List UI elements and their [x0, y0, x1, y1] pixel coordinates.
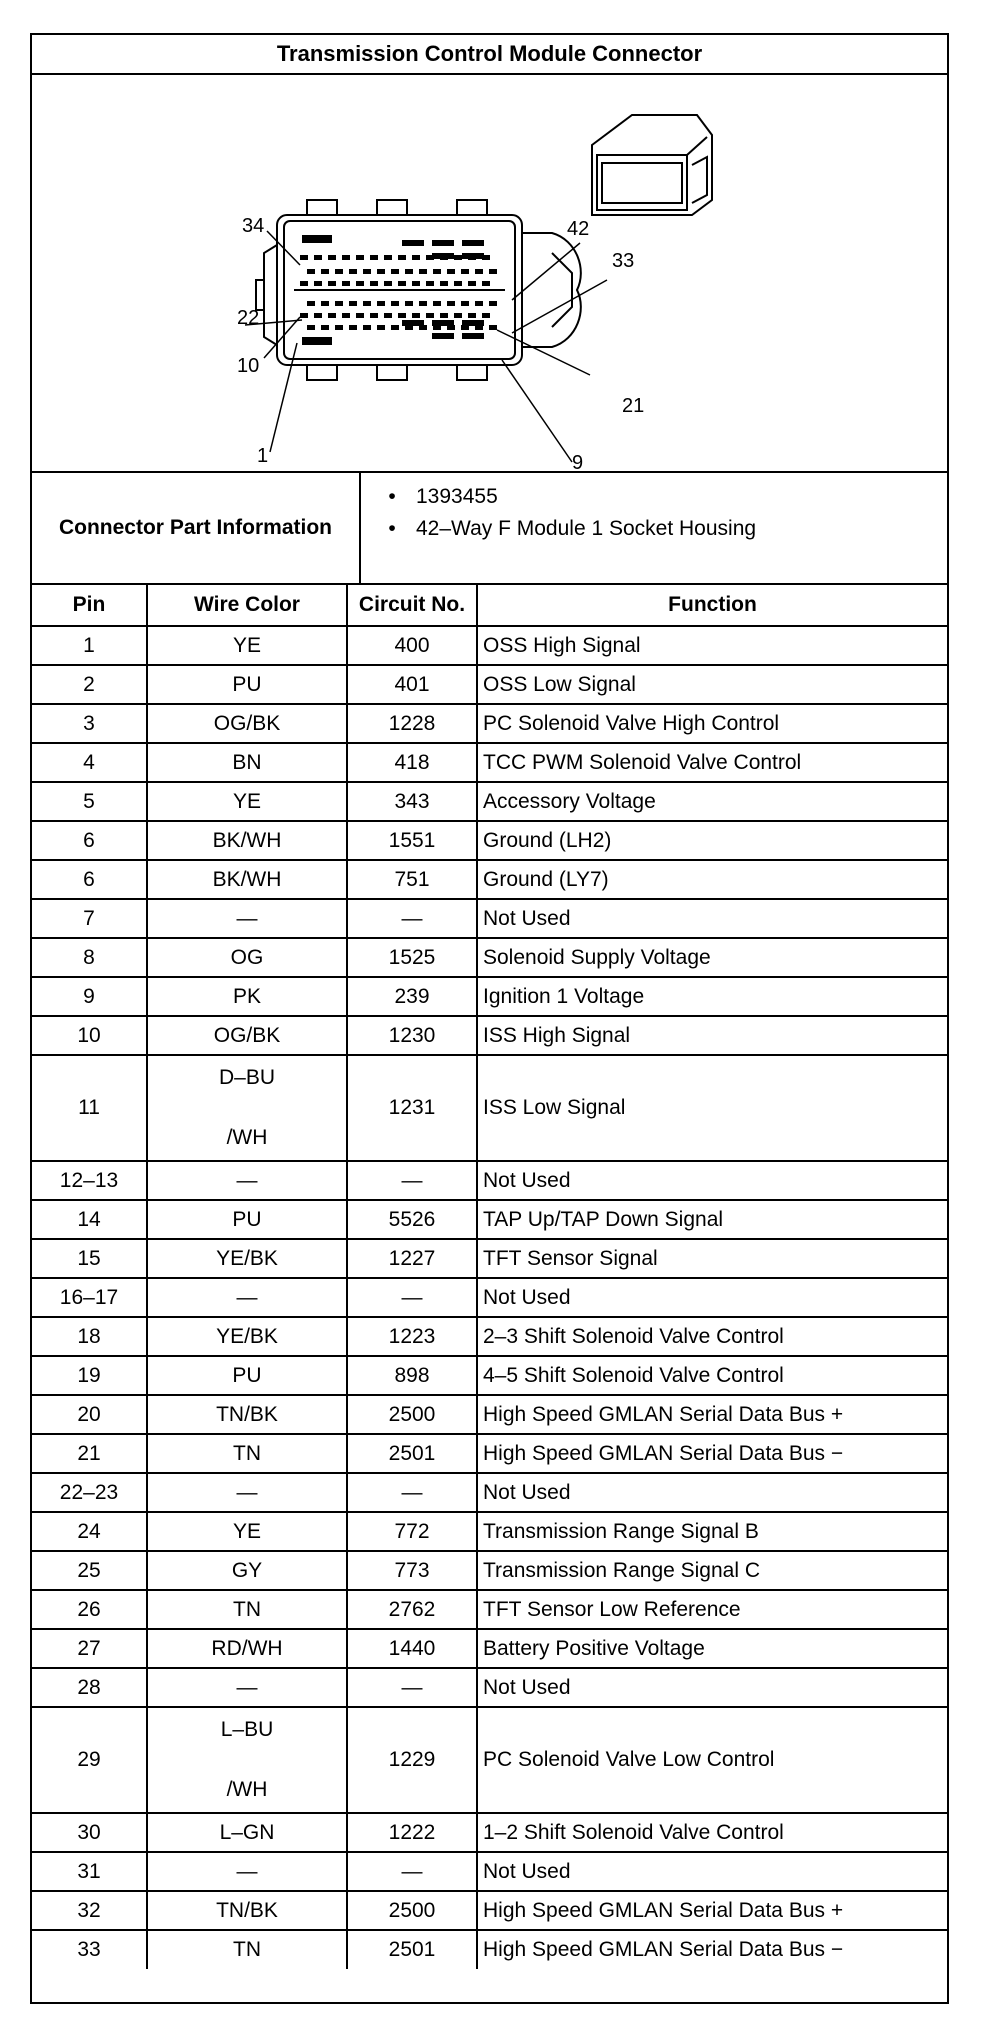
cell-wire-color: PK	[147, 977, 347, 1016]
cell-pin: 32	[32, 1891, 147, 1930]
cell-pin: 4	[32, 743, 147, 782]
table-row	[32, 1590, 947, 1629]
cell-pin: 30	[32, 1813, 147, 1852]
connector-sheet	[30, 33, 949, 2004]
cell-function: ISS High Signal	[477, 1016, 947, 1055]
connector-pin-mark	[454, 281, 462, 286]
connector-pin-mark	[356, 313, 364, 318]
cell-pin: 5	[32, 782, 147, 821]
connector-pin-mark	[440, 255, 448, 260]
cell-pin: 6	[32, 860, 147, 899]
cell-function: High Speed GMLAN Serial Data Bus −	[477, 1434, 947, 1473]
callout-33: 33	[612, 250, 635, 272]
cell-wire-color: —	[147, 1161, 347, 1200]
cell-wire-color: —	[147, 1278, 347, 1317]
cell-circuit: 5526	[347, 1200, 477, 1239]
table-row	[32, 821, 947, 860]
cell-wire-color: OG/BK	[147, 1016, 347, 1055]
cell-pin: 3	[32, 704, 147, 743]
connector-pin-mark	[454, 313, 462, 318]
connector-pin-mark	[475, 269, 483, 274]
connector-pin-mark	[489, 269, 497, 274]
cell-function: Ground (LH2)	[477, 821, 947, 860]
cell-circuit: 1227	[347, 1239, 477, 1278]
connector-part-info	[32, 473, 947, 585]
connector-pin-mark	[398, 281, 406, 286]
cell-wire-color: —	[147, 1473, 347, 1512]
cell-wire-color: TN	[147, 1434, 347, 1473]
cell-circuit: 418	[347, 743, 477, 782]
connector-pin-mark	[461, 269, 469, 274]
connector-pin-mark	[384, 255, 392, 260]
cell-wire-color: GY	[147, 1551, 347, 1590]
cell-function: 2–3 Shift Solenoid Valve Control	[477, 1317, 947, 1356]
connector-pin-mark	[398, 313, 406, 318]
cell-function: OSS Low Signal	[477, 665, 947, 704]
connector-pin-mark	[468, 281, 476, 286]
connector-pin-mark	[398, 255, 406, 260]
pinout-table	[32, 585, 947, 1969]
cell-pin: 1	[32, 626, 147, 665]
connector-pin-mark	[349, 269, 357, 274]
connector-pin-mark	[412, 281, 420, 286]
connector-pin-mark	[405, 325, 413, 330]
connector-pin-mark	[426, 255, 434, 260]
table-header-row	[32, 585, 947, 626]
connector-pin-mark	[419, 301, 427, 306]
connector-pin-mark	[307, 301, 315, 306]
connector-pin-mark	[328, 281, 336, 286]
table-row	[32, 1055, 947, 1161]
wire-color-line: L–BU	[220, 1718, 274, 1741]
cell-function: Not Used	[477, 1473, 947, 1512]
connector-pin-mark	[300, 313, 308, 318]
connector-pin-mark	[433, 269, 441, 274]
connector-pin-mark	[468, 313, 476, 318]
wire-color-line: /WH	[226, 1126, 268, 1149]
cell-pin: 19	[32, 1356, 147, 1395]
connector-pin-mark	[377, 269, 385, 274]
cell-pin: 7	[32, 899, 147, 938]
connector-pin-mark	[300, 281, 308, 286]
cell-wire-color: L–GN	[147, 1813, 347, 1852]
cell-circuit: 343	[347, 782, 477, 821]
table-row	[32, 626, 947, 665]
cell-pin: 14	[32, 1200, 147, 1239]
connector-pin-mark	[461, 325, 469, 330]
cell-pin: 28	[32, 1668, 147, 1707]
connector-pin-mark	[335, 325, 343, 330]
table-row	[32, 1161, 947, 1200]
connector-pin-mark	[447, 269, 455, 274]
cell-function: Battery Positive Voltage	[477, 1629, 947, 1668]
table-row	[32, 1356, 947, 1395]
callout-22: 22	[237, 307, 260, 329]
cell-circuit: 1551	[347, 821, 477, 860]
cell-circuit: —	[347, 1278, 477, 1317]
connector-pin-mark	[489, 325, 497, 330]
cell-function: TCC PWM Solenoid Valve Control	[477, 743, 947, 782]
cell-pin: 11	[32, 1055, 147, 1161]
connector-pin-mark	[314, 281, 322, 286]
cell-wire-color: PU	[147, 665, 347, 704]
table-row	[32, 1512, 947, 1551]
connector-pin-mark	[475, 325, 483, 330]
cell-wire-color: YE/BK	[147, 1317, 347, 1356]
cell-wire-color	[147, 1055, 347, 1161]
cell-function: Not Used	[477, 1852, 947, 1891]
cell-circuit: 401	[347, 665, 477, 704]
cell-function: Not Used	[477, 899, 947, 938]
callout-21: 21	[622, 395, 645, 417]
cell-function: TFT Sensor Low Reference	[477, 1590, 947, 1629]
table-row	[32, 1930, 947, 1969]
connector-pin-mark	[447, 301, 455, 306]
part-info-item: • 1393455	[388, 485, 498, 508]
connector-pin-mark	[300, 255, 308, 260]
connector-pin-mark	[489, 301, 497, 306]
connector-drawing	[32, 75, 947, 473]
cell-circuit: 898	[347, 1356, 477, 1395]
connector-pin-mark	[405, 269, 413, 274]
cell-pin: 15	[32, 1239, 147, 1278]
cell-function: ISS Low Signal	[477, 1055, 947, 1161]
connector-pin-mark	[335, 301, 343, 306]
connector-pin-mark	[419, 269, 427, 274]
page-title: Transmission Control Module Connector	[32, 35, 947, 75]
part-info-item: • 42–Way F Module 1 Socket Housing	[388, 517, 757, 540]
cell-pin: 29	[32, 1707, 147, 1813]
connector-pin-mark	[440, 313, 448, 318]
table-row	[32, 1473, 947, 1512]
cell-pin: 16–17	[32, 1278, 147, 1317]
cell-function: Not Used	[477, 1668, 947, 1707]
connector-pin-mark	[426, 281, 434, 286]
connector-pin-mark	[440, 281, 448, 286]
table-row	[32, 704, 947, 743]
cell-pin: 9	[32, 977, 147, 1016]
cell-wire-color: TN/BK	[147, 1891, 347, 1930]
table-row	[32, 977, 947, 1016]
part-info-label: Connector Part Information	[32, 473, 361, 583]
connector-pin-mark	[475, 301, 483, 306]
connector-pin-mark	[412, 255, 420, 260]
connector-pin-mark	[482, 313, 490, 318]
cell-function: PC Solenoid Valve Low Control	[477, 1707, 947, 1813]
connector-pin-mark	[342, 255, 350, 260]
table-row	[32, 1813, 947, 1852]
cell-wire-color: TN/BK	[147, 1395, 347, 1434]
col-header-function: Function	[477, 585, 947, 626]
cell-pin: 2	[32, 665, 147, 704]
connector-pin-mark	[356, 281, 364, 286]
cell-wire-color: BK/WH	[147, 821, 347, 860]
cell-circuit: 2500	[347, 1891, 477, 1930]
cell-pin: 33	[32, 1930, 147, 1969]
callout-10: 10	[237, 355, 260, 377]
table-row	[32, 1239, 947, 1278]
cell-circuit: 2501	[347, 1930, 477, 1969]
connector-pin-mark	[363, 325, 371, 330]
connector-pin-mark	[391, 325, 399, 330]
col-header-wire-color: Wire Color	[147, 585, 347, 626]
cell-function: Ignition 1 Voltage	[477, 977, 947, 1016]
wire-color-line: /WH	[226, 1778, 268, 1801]
cell-circuit: 239	[347, 977, 477, 1016]
cell-function: TAP Up/TAP Down Signal	[477, 1200, 947, 1239]
cell-pin: 22–23	[32, 1473, 147, 1512]
table-row	[32, 1395, 947, 1434]
cell-function: PC Solenoid Valve High Control	[477, 704, 947, 743]
connector-pin-mark	[468, 255, 476, 260]
cell-pin: 12–13	[32, 1161, 147, 1200]
cell-function: Transmission Range Signal C	[477, 1551, 947, 1590]
cell-pin: 8	[32, 938, 147, 977]
cell-circuit: 1231	[347, 1055, 477, 1161]
cell-circuit: 1229	[347, 1707, 477, 1813]
cell-function: 4–5 Shift Solenoid Valve Control	[477, 1356, 947, 1395]
cell-wire-color: YE/BK	[147, 1239, 347, 1278]
connector-pin-mark	[342, 281, 350, 286]
table-row	[32, 1434, 947, 1473]
connector-pin-mark	[321, 325, 329, 330]
connector-pin-mark	[307, 269, 315, 274]
connector-pin-mark	[391, 269, 399, 274]
callout-34: 34	[242, 215, 265, 237]
connector-pin-mark	[307, 325, 315, 330]
connector-pin-mark	[370, 281, 378, 286]
connector-pin-mark	[314, 313, 322, 318]
cell-function: Transmission Range Signal B	[477, 1512, 947, 1551]
cell-function: OSS High Signal	[477, 626, 947, 665]
cell-pin: 27	[32, 1629, 147, 1668]
cell-circuit: 772	[347, 1512, 477, 1551]
table-row	[32, 1707, 947, 1813]
table-row	[32, 1317, 947, 1356]
cell-function: High Speed GMLAN Serial Data Bus −	[477, 1930, 947, 1969]
callout-1: 1	[257, 445, 269, 467]
cell-wire-color: TN	[147, 1590, 347, 1629]
cell-wire-color: BN	[147, 743, 347, 782]
cell-wire-color: PU	[147, 1356, 347, 1395]
cell-wire-color: OG	[147, 938, 347, 977]
table-row	[32, 1016, 947, 1055]
cell-pin: 21	[32, 1434, 147, 1473]
cell-function: Accessory Voltage	[477, 782, 947, 821]
cell-circuit: 2501	[347, 1434, 477, 1473]
connector-pin-mark	[426, 313, 434, 318]
connector-pin-mark	[349, 301, 357, 306]
callout-42: 42	[567, 218, 590, 240]
connector-pin-mark	[321, 301, 329, 306]
cell-circuit: 1222	[347, 1813, 477, 1852]
cell-circuit: 1230	[347, 1016, 477, 1055]
cell-circuit: 1223	[347, 1317, 477, 1356]
table-row	[32, 1278, 947, 1317]
cell-pin: 26	[32, 1590, 147, 1629]
cell-circuit: 1525	[347, 938, 477, 977]
table-row	[32, 665, 947, 704]
connector-pin-mark	[433, 325, 441, 330]
cell-pin: 20	[32, 1395, 147, 1434]
cell-circuit: 751	[347, 860, 477, 899]
connector-pin-mark	[482, 255, 490, 260]
table-row	[32, 938, 947, 977]
cell-function: Solenoid Supply Voltage	[477, 938, 947, 977]
cell-function: Not Used	[477, 1278, 947, 1317]
col-header-circuit: Circuit No.	[347, 585, 477, 626]
cell-wire-color: BK/WH	[147, 860, 347, 899]
cell-wire-color: TN	[147, 1930, 347, 1969]
cell-function: Not Used	[477, 1161, 947, 1200]
connector-figure	[32, 75, 947, 473]
col-header-pin: Pin	[32, 585, 147, 626]
connector-pin-mark	[370, 255, 378, 260]
connector-pin-mark	[342, 313, 350, 318]
cell-wire-color: OG/BK	[147, 704, 347, 743]
table-row	[32, 1852, 947, 1891]
connector-pin-mark	[419, 325, 427, 330]
connector-pin-mark	[384, 313, 392, 318]
cell-pin: 10	[32, 1016, 147, 1055]
cell-circuit: 1228	[347, 704, 477, 743]
connector-pin-mark	[433, 301, 441, 306]
cell-wire-color: —	[147, 899, 347, 938]
connector-pin-mark	[335, 269, 343, 274]
connector-pin-mark	[356, 255, 364, 260]
table-row	[32, 743, 947, 782]
cell-circuit: 400	[347, 626, 477, 665]
cell-function: High Speed GMLAN Serial Data Bus +	[477, 1395, 947, 1434]
cell-wire-color: —	[147, 1668, 347, 1707]
table-row	[32, 782, 947, 821]
cell-function: TFT Sensor Signal	[477, 1239, 947, 1278]
connector-pin-mark	[461, 301, 469, 306]
cell-function: Ground (LY7)	[477, 860, 947, 899]
connector-pin-mark	[391, 301, 399, 306]
connector-pin-mark	[363, 269, 371, 274]
cell-circuit: —	[347, 1668, 477, 1707]
connector-pin-mark	[412, 313, 420, 318]
table-row	[32, 1668, 947, 1707]
cell-circuit: —	[347, 1852, 477, 1891]
cell-wire-color: RD/WH	[147, 1629, 347, 1668]
cell-wire-color: —	[147, 1852, 347, 1891]
cell-circuit: —	[347, 1161, 477, 1200]
connector-pin-mark	[405, 301, 413, 306]
table-row	[32, 860, 947, 899]
cell-function: High Speed GMLAN Serial Data Bus +	[477, 1891, 947, 1930]
table-row	[32, 1200, 947, 1239]
connector-pin-mark	[328, 255, 336, 260]
connector-pin-mark	[482, 281, 490, 286]
cell-wire-color	[147, 1707, 347, 1813]
cell-circuit: —	[347, 1473, 477, 1512]
cell-pin: 6	[32, 821, 147, 860]
cell-wire-color: PU	[147, 1200, 347, 1239]
connector-pin-mark	[370, 313, 378, 318]
cell-circuit: —	[347, 899, 477, 938]
cell-wire-color: YE	[147, 1512, 347, 1551]
connector-pin-mark	[314, 255, 322, 260]
cell-circuit: 1440	[347, 1629, 477, 1668]
cell-pin: 18	[32, 1317, 147, 1356]
table-row	[32, 1551, 947, 1590]
connector-pin-mark	[377, 301, 385, 306]
connector-pin-mark	[328, 313, 336, 318]
wire-color-line: D–BU	[218, 1066, 276, 1089]
cell-pin: 24	[32, 1512, 147, 1551]
table-row	[32, 1891, 947, 1930]
connector-pin-mark	[321, 269, 329, 274]
table-row	[32, 1629, 947, 1668]
connector-pin-mark	[384, 281, 392, 286]
connector-pin-mark	[349, 325, 357, 330]
cell-pin: 31	[32, 1852, 147, 1891]
cell-wire-color: YE	[147, 626, 347, 665]
cell-circuit: 2762	[347, 1590, 477, 1629]
cell-circuit: 773	[347, 1551, 477, 1590]
table-row	[32, 899, 947, 938]
connector-pin-mark	[454, 255, 462, 260]
cell-circuit: 2500	[347, 1395, 477, 1434]
connector-pin-mark	[377, 325, 385, 330]
callout-9: 9	[572, 452, 584, 474]
connector-pin-mark	[363, 301, 371, 306]
cell-function: 1–2 Shift Solenoid Valve Control	[477, 1813, 947, 1852]
cell-pin: 25	[32, 1551, 147, 1590]
cell-wire-color: YE	[147, 782, 347, 821]
part-info-list	[368, 481, 756, 545]
connector-pin-mark	[447, 325, 455, 330]
